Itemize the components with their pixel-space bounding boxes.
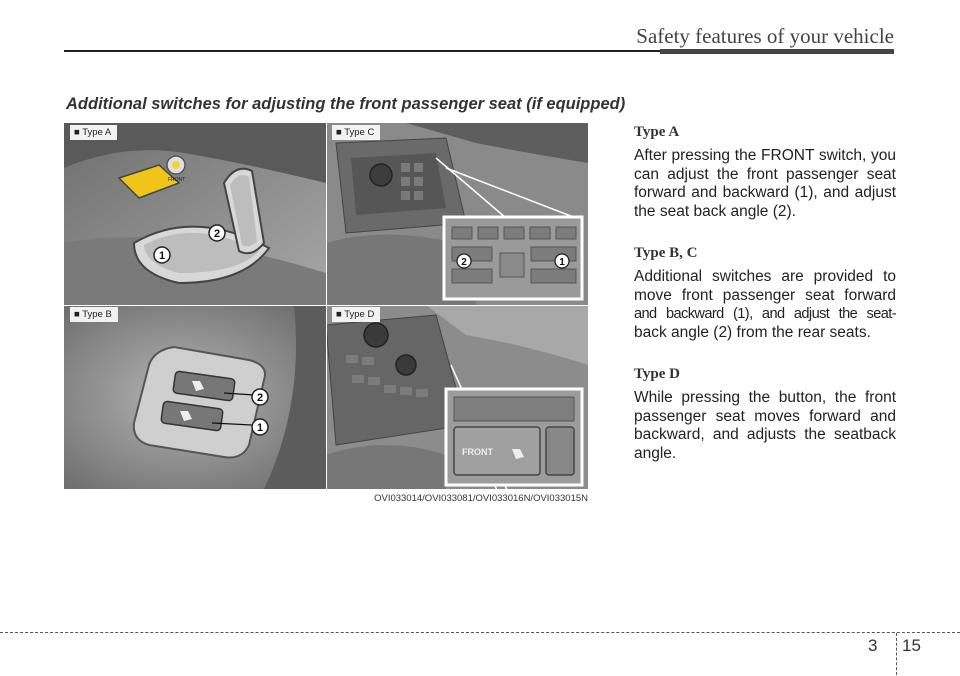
type-c-callout-1: 1 xyxy=(559,257,565,268)
figure-seat-switches xyxy=(64,123,588,489)
figure-divider-horizontal xyxy=(64,305,588,306)
heading-type-d: Type D xyxy=(634,366,680,382)
figure-divider-vertical xyxy=(326,123,327,489)
paragraph-type-d: While pressing the button, the front passenger seat moves forward and backward, and adjusts the seatback angle. xyxy=(634,389,896,462)
paragraph-type-b-c xyxy=(634,268,896,342)
paragraph-type-b-c-part-1: Additional switches are provided to move front passenger seat forward xyxy=(634,268,896,304)
page-number: 15 xyxy=(902,636,921,655)
type-a-callout-1: 1 xyxy=(158,250,166,262)
type-d-label: ■ Type D xyxy=(332,307,380,322)
type-a-illustration xyxy=(64,123,326,305)
paragraph-type-b-c-part-3: back angle (2) from the rear seats. xyxy=(634,323,871,341)
type-a-callout-2: 2 xyxy=(213,228,221,240)
heading-type-b-c: Type B, C xyxy=(634,245,698,261)
running-header: Safety features of your vehicle xyxy=(636,24,894,48)
text-column xyxy=(634,124,896,487)
type-b-callout-2: 2 xyxy=(256,392,264,404)
paragraph-type-a: After pressing the FRONT switch, you can adjust the front passenger seat forward and backward (1), and adjust the seat back angle (2). xyxy=(634,147,896,220)
chapter-number: 3 xyxy=(868,636,878,655)
type-a-label: ■ Type A xyxy=(70,125,117,140)
panel-type-d xyxy=(326,305,588,489)
paragraph-type-b-c-part-2: and backward (1), and adjust the seat- xyxy=(634,306,896,322)
panel-type-a xyxy=(64,123,326,305)
footer-rule xyxy=(0,632,960,633)
section-title: Additional switches for adjusting the front passenger seat (if equipped) xyxy=(66,95,626,113)
type-d-illustration xyxy=(326,305,588,489)
type-c-illustration xyxy=(326,123,588,305)
footer-divider xyxy=(896,633,897,675)
type-b-callout-1: 1 xyxy=(256,422,264,434)
type-b-illustration xyxy=(64,305,326,489)
heading-type-a: Type A xyxy=(634,124,680,140)
type-b-label: ■ Type B xyxy=(70,307,118,322)
type-c-label: ■ Type C xyxy=(332,125,380,140)
header-tab-bar xyxy=(660,49,894,54)
panel-type-b xyxy=(64,305,326,489)
figure-caption: OVI033014/OVI033081/OVI033016N/OVI033015N xyxy=(374,493,588,504)
type-c-callout-2: 2 xyxy=(461,257,467,268)
type-d-front-text: FRONT xyxy=(462,447,493,457)
type-a-front-text: FRONT xyxy=(168,177,186,183)
panel-type-c xyxy=(326,123,588,305)
